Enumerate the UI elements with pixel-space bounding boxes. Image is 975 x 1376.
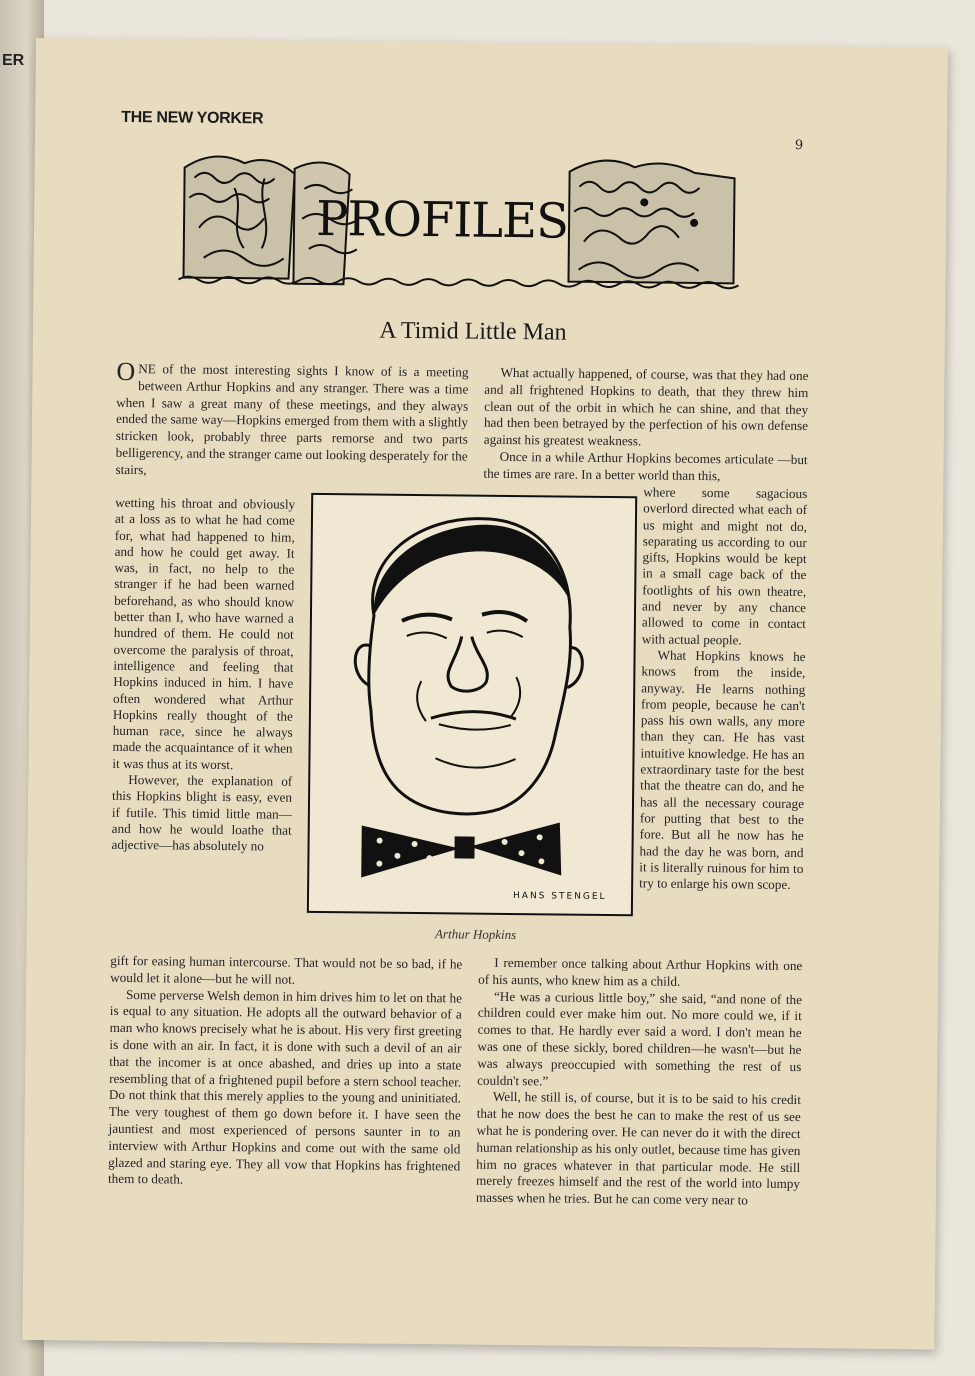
magazine-title: THE NEW YORKER <box>121 108 264 128</box>
paragraph: Some perverse Welsh demon in him drives him to let on that he is equal to any situation. He adopts all the outward behavior of a man who knows precisely what he is about. His very first greeting is done with an air. In fact, it is done with such a devil of an air that the incomer is at once abashed, and dries up into a state resembling that of a frightened pupil before a stern school teacher. Do not think that this merely applies to the young and uninitiated. The very toughest of them go down before it. I have seen the jauntiest and most experienced of persons saunter in to an interview with Arthur Hopkins and come out with the same old glazed and staring eye. They all vow that Hopkins has frightened them to death. <box>107 986 463 1187</box>
paragraph: where some sagacious overlord directed what each of us might and might not do, separating us according to our gifts, Hopkins would be kept in a small cage back of the footlights of his own theatre, and never by any chance allowed to come in contact with actual people. <box>641 484 808 648</box>
paragraph: NE of the most interesting sights I know of is a meeting between Arthur Hopkins and any stranger. There was a time when I saw a great many of these meetings, and they always ended the same way—Hopkins emerged from them with a slightly stricken look, probably three parts remorse and two parts belligerency, and the stranger came out looking desperately for the stairs, <box>115 361 469 477</box>
paragraph: What Hopkins knows he knows from the inside, anyway. He learns nothing from people, because he can't pass his own walls, any more than they can. He has vast intuitive knowledge. He has an extraordinary taste for the best that the theatre can do, and he has all the necessary courage for putting that best to the fore. But all he now has he had the day he was born, and it is literally ruinous for him to try to enlarge his own scope. <box>639 647 806 893</box>
caricature-drawing <box>309 495 635 914</box>
page-number: 9 <box>794 137 804 154</box>
paragraph: What actually happened, of course, was that they had one and all frightened Hopkins to death, that they threw him clean out of the orbit in which he can shine, and that they had then been betrayed by the perfection of his own defense against his greatest weakness. <box>483 364 809 449</box>
left-column-wrap <box>111 495 295 855</box>
paragraph: Well, he still is, of course, but it is to be said to his credit that he now does the best he can to make the rest of us see what he is pondering over. He can never do it with the direct human relationship as his only outlet, because time has given him no graces whatever in that particular mode. He still merely freezes himself and the rest of the world into lumpy masses when he tries. But he can come very near to <box>475 1089 802 1208</box>
paragraph: Once in a while Arthur Hopkins becomes articulate —but the times are rare. In a better world than this, <box>483 448 808 483</box>
paragraph: gift for easing human intercourse. That would not be so bad, if he would let it alone—but he will not. <box>110 952 463 987</box>
left-column-bottom <box>108 953 462 1192</box>
article-title: A Timid Little Man <box>379 317 567 346</box>
paragraph: However, the explanation of this Hopkins blight is easy, even if futile. This timid little man—and how he would loathe that adjective—has absolutely no <box>111 772 293 854</box>
paragraph: I remember once talking about Arthur Hopkins with one of his aunts, who knew him as a child. <box>478 954 803 989</box>
illustration-caption: Arthur Hopkins <box>434 926 517 943</box>
drop-cap: O <box>116 356 136 387</box>
paragraph: wetting his throat and obviously at a loss as to what he had come for, what had happened to him, and how he could get away. It was, in fact, no help to the stranger if he had been warned beforehand, as who should know better than I, who have warned a hundred of them. He could not overcome the paralysis of throat, intelligence and feeling that Hopkins induced in him. I have often wondered what Arthur Hopkins really thought of the human race, since he always made the acquaintance of it when it was thus at its worst. <box>112 494 296 772</box>
magazine-page <box>22 38 948 1349</box>
left-column-top <box>115 356 469 482</box>
right-column-wrap <box>639 484 807 893</box>
caricature-illustration <box>307 493 637 916</box>
right-column-bottom <box>476 955 803 1210</box>
artist-signature: HANS STENGEL <box>512 891 607 903</box>
paragraph: “He was a curious little boy,” she said, “and none of the children could ever make him out. No more could we, if it comes to that. He hardly ever said a word. I don't mean he was one of these sickly, bored children—he wasn't—but he was always preoccupied with something the rest of us couldn't see.” <box>477 988 803 1088</box>
right-column-top <box>483 365 808 486</box>
profiles-heading: PROFILES <box>315 190 569 250</box>
adjacent-page-text: ER <box>2 52 25 69</box>
